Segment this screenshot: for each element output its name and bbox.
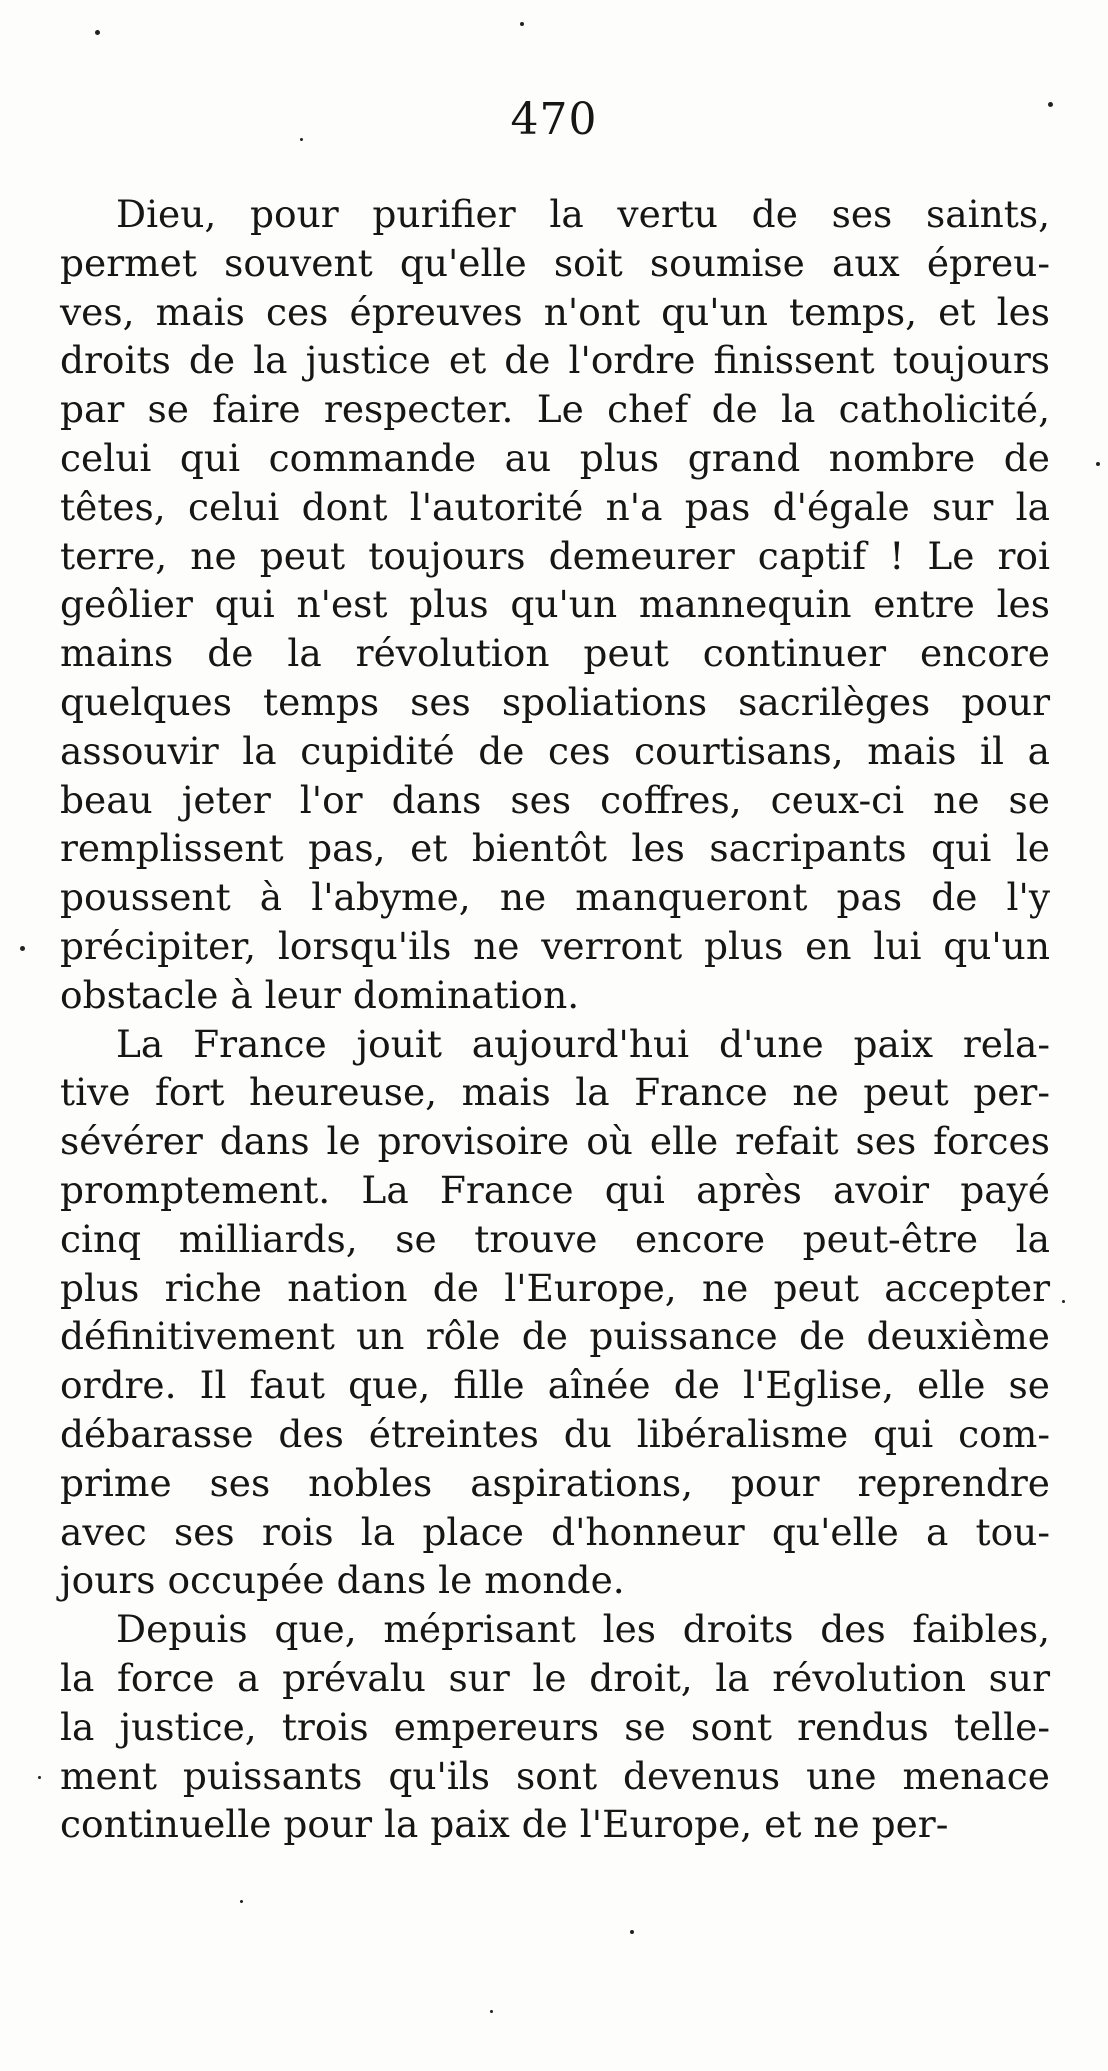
text-line: jours occupée dans le monde. — [60, 1558, 625, 1603]
text-line: ment puissants qu'ils sont devenus une menace — [60, 1753, 1050, 1798]
text-line: la justice, trois empereurs se sont rendus telle- — [60, 1704, 1050, 1749]
text-line: sévérer dans le provisoire où elle refait ses forces — [60, 1119, 1050, 1164]
text-line: geôlier qui n'est plus qu'un mannequin entre les — [60, 582, 1050, 627]
text-line: celui qui commande au plus grand nombre de — [60, 435, 1050, 480]
text-line: beau jeter l'or dans ses coffres, ceux-ci ne se — [60, 777, 1050, 822]
scan-speck — [38, 1776, 41, 1779]
text-line: droits de la justice et de l'ordre finissent toujours — [60, 338, 1050, 383]
text-line: quelques temps ses spoliations sacrilèges pour — [60, 679, 1050, 724]
text-line: par se faire respecter. Le chef de la catholicité, — [60, 387, 1050, 432]
text-line: définitivement un rôle de puissance de deuxième — [60, 1314, 1050, 1359]
text-line: poussent à l'abyme, ne manqueront pas de l'y — [60, 875, 1050, 920]
page-number: 470 — [510, 94, 598, 145]
text-line: obstacle à leur domination. — [60, 972, 580, 1017]
text-line: continuelle pour la paix de l'Europe, et ne per- — [60, 1802, 949, 1847]
text-line: permet souvent qu'elle soit soumise aux épreu- — [60, 240, 1050, 285]
scan-speck — [1062, 1300, 1065, 1303]
scan-speck — [95, 30, 100, 35]
scan-speck — [300, 138, 303, 141]
text-line: débarasse des étreintes du libéralisme qui com- — [60, 1411, 1050, 1456]
text-line: terre, ne peut toujours demeurer captif ! Le roi — [60, 533, 1050, 578]
text-line: la force a prévalu sur le droit, la révolution sur — [60, 1655, 1050, 1700]
text-line: remplissent pas, et bientôt les sacripants qui le — [60, 826, 1050, 871]
text-line: ves, mais ces épreuves n'ont qu'un temps, et les — [60, 289, 1050, 334]
paragraph — [60, 1605, 1050, 1849]
text-line: promptement. La France qui après avoir payé — [60, 1167, 1050, 1212]
text-line: Depuis que, méprisant les droits des faibles, — [116, 1607, 1050, 1652]
scan-speck — [1048, 102, 1053, 107]
text-line: mains de la révolution peut continuer encore — [60, 631, 1050, 676]
text-line: Dieu, pour purifier la vertu de ses saints, — [116, 192, 1050, 236]
scan-speck — [520, 22, 524, 26]
scan-speck — [20, 946, 25, 951]
text-line: têtes, celui dont l'autorité n'a pas d'égale sur la — [60, 484, 1050, 529]
scan-speck — [630, 1930, 634, 1934]
scan-speck — [490, 2010, 493, 2013]
paragraph — [60, 1020, 1050, 1606]
text-line: cinq milliards, se trouve encore peut-être la — [60, 1216, 1050, 1261]
text-line: plus riche nation de l'Europe, ne peut accepter — [60, 1265, 1050, 1310]
text-line: tive fort heureuse, mais la France ne peut per- — [60, 1070, 1050, 1115]
text-line: La France jouit aujourd'hui d'une paix rela- — [116, 1021, 1050, 1066]
scan-speck — [240, 1900, 243, 1903]
text-line: avec ses rois la place d'honneur qu'elle a tou- — [60, 1509, 1050, 1554]
text-line: précipiter, lorsqu'ils ne verront plus en lui qu'un — [60, 923, 1050, 968]
scan-speck — [1096, 462, 1100, 466]
paragraph — [60, 190, 1050, 1020]
text-line: ordre. Il faut que, fille aînée de l'Eglise, elle se — [60, 1363, 1050, 1408]
text-line: prime ses nobles aspirations, pour reprendre — [60, 1460, 1050, 1505]
text-line: assouvir la cupidité de ces courtisans, mais il a — [60, 728, 1050, 773]
body-text — [60, 190, 1050, 1849]
